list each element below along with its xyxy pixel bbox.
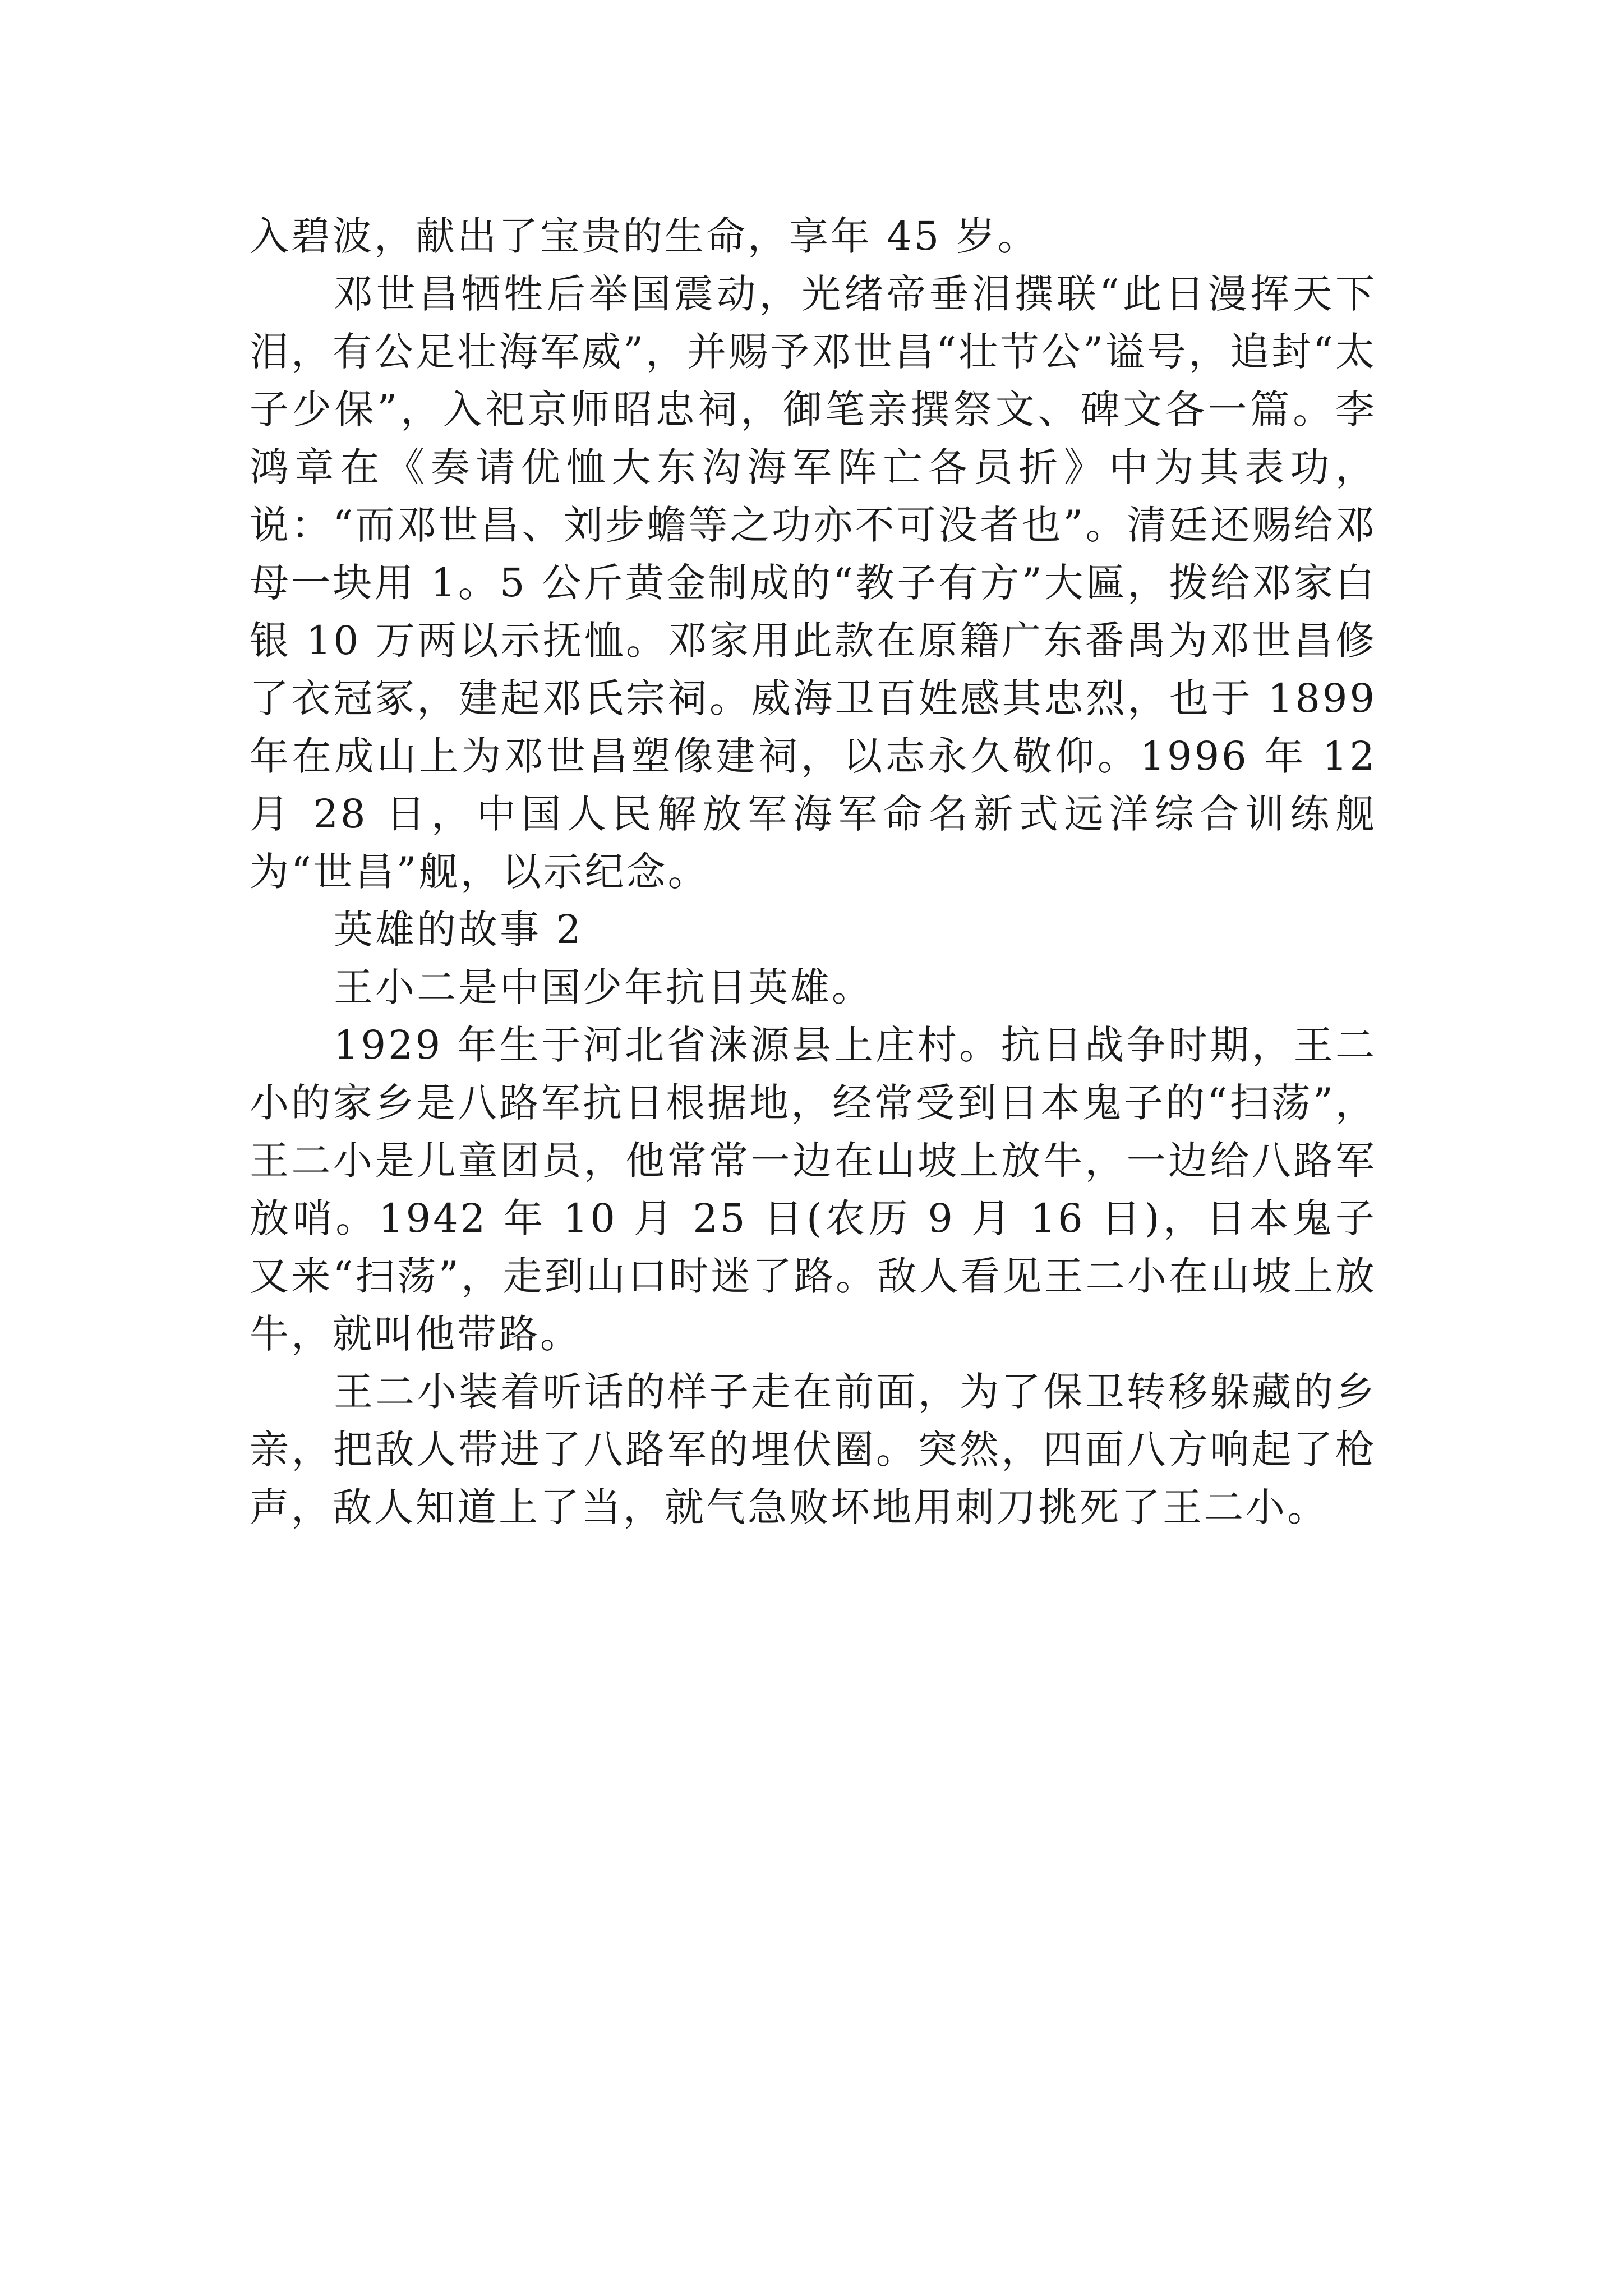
paragraph-continuation: 入碧波，献出了宝贵的生命，享年 45 岁。 [250,213,1039,259]
document-body [250,208,1377,1536]
paragraph-deng-shichang-honors: 邓世昌牺牲后举国震动，光绪帝垂泪撰联“此日漫挥天下泪，有公足壮海军威”，并赐予邓世昌“壮节公”谥号，追封“太子少保”，入祀京师昭忠祠，御笔亲撰祭文、碑文各一篇。李鸿章在《奏请优恤大东沟海军阵亡各员折》中为其表功，说：“而邓世昌、刘步蟾等之功亦不可没者也”。清廷还赐给邓母一块用 1。5 公斤黄金制成的“教子有方”大匾，拨给邓家白银 10 万两以示抚恤。邓家用此款在原籍广东番禺为邓世昌修了衣冠冢，建起邓氏宗祠。威海卫百姓感其忠烈，也于 1899 年在成山上为邓世昌塑像建祠，以志永久敬仰。1996 年 12 月 28 日，中国人民解放军海军命名新式远洋综合训练舰为“世昌”舰，以示纪念。 [250,271,1377,895]
section-heading-hero-story-2: 英雄的故事 2 [334,907,583,953]
paragraph-wang-erxiao-background: 1929 年生于河北省涞源县上庄村。抗日战争时期，王二小的家乡是八路军抗日根据地，经常受到日本鬼子的“扫荡”，王二小是儿童团员，他常常一边在山坡上放牛，一边给八路军放哨。1942 年 10 月 25 日(农历 9 月 16 日)，日本鬼子又来“扫荡”，走到山口时迷了路。敌人看见王二小在山坡上放牛，就叫他带路。 [250,1022,1377,1357]
paragraph-wang-erxiao-sacrifice: 王二小装着听话的样子走在前面，为了保卫转移躲藏的乡亲，把敌人带进了八路军的埋伏圈。突然，四面八方响起了枪声，敌人知道上了当，就气急败坏地用刺刀挑死了王二小。 [250,1369,1377,1530]
paragraph-wang-xiaoer-intro: 王小二是中国少年抗日英雄。 [334,964,873,1010]
